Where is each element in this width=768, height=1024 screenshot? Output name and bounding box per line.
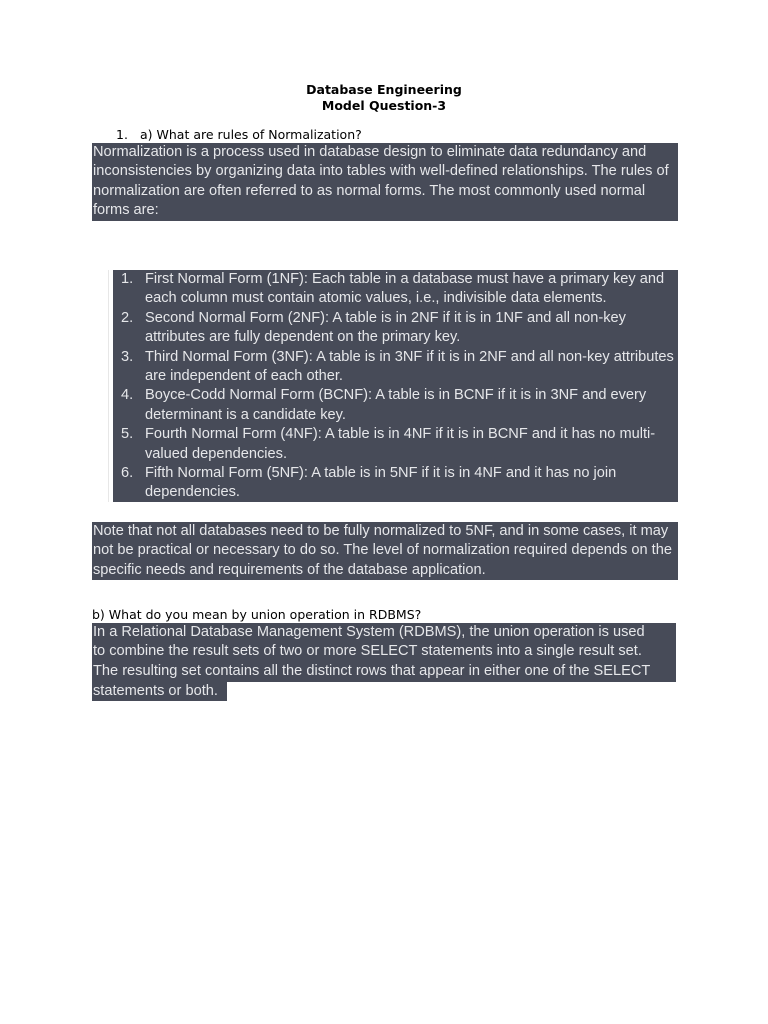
list-item-number: 5. bbox=[121, 426, 134, 443]
list-item bbox=[113, 309, 678, 348]
union-answer-block bbox=[92, 623, 676, 682]
list-item-text: Boyce-Codd Normal Form (BCNF): A table is in BCNF if it is in 3NF and every determinant is a candidate key. bbox=[145, 387, 647, 423]
list-item-number: 2. bbox=[121, 309, 134, 326]
question-1a: a) What are rules of Normalization? bbox=[140, 127, 362, 142]
list-left-rule bbox=[108, 270, 109, 502]
list-item bbox=[113, 386, 678, 425]
list-item-number: 6. bbox=[121, 465, 134, 482]
document-title: Database Engineering bbox=[306, 82, 462, 97]
list-item bbox=[113, 348, 678, 387]
list-item bbox=[113, 425, 678, 464]
note-block bbox=[92, 522, 678, 580]
union-answer-line: In a Relational Database Management System (RDBMS), the union operation is used bbox=[93, 624, 645, 640]
answer-intro-block bbox=[92, 143, 678, 221]
list-item-text: Third Normal Form (3NF): A table is in 3NF if it is in 2NF and all non-key attributes are independent of each other. bbox=[145, 348, 674, 385]
list-item-text: Fourth Normal Form (4NF): A table is in 4NF if it is in BCNF and it has no multi-valued dependencies. bbox=[145, 426, 656, 462]
document-subtitle: Model Question-3 bbox=[321, 98, 447, 113]
list-item-text: First Normal Form (1NF): Each table in a database must have a primary key and each column must contain atomic values, i.e., indivisible data elements. bbox=[145, 271, 665, 307]
normal-forms-list bbox=[113, 270, 678, 503]
list-item-number: 3. bbox=[121, 348, 134, 365]
question-1b: b) What do you mean by union operation in RDBMS? bbox=[92, 607, 422, 622]
list-item-number: 4. bbox=[121, 387, 134, 404]
question-number: 1. bbox=[116, 127, 128, 142]
list-item-number: 1. bbox=[121, 271, 134, 287]
answer-intro-text: Normalization is a process used in database design to eliminate data redundancy and inconsistencies by organizing data into tables with well-defined relationships. The rules of normalization are often referred to as normal forms. The most commonly used normal forms are: bbox=[93, 144, 669, 219]
list-item bbox=[113, 270, 678, 309]
list-item-text: Second Normal Form (2NF): A table is in 2NF if it is in 1NF and all non-key attributes are fully dependent on the primary key. bbox=[145, 309, 626, 346]
note-text: Note that not all databases need to be fully normalized to 5NF, and in some cases, it may not be practical or necessary to do so. The level of normalization required depends on the specific needs and requirements of the database application. bbox=[93, 523, 672, 578]
list-item-text: Fifth Normal Form (5NF): A table is in 5NF if it is in 4NF and it has no join dependencies. bbox=[145, 465, 617, 501]
union-answer-line: The resulting set contains all the distinct rows that appear in either one of the SELECT bbox=[93, 662, 651, 679]
union-answer-last-block bbox=[92, 682, 227, 701]
normal-forms-list-block bbox=[113, 270, 678, 502]
union-answer-last-line: statements or both. bbox=[93, 683, 218, 699]
list-item bbox=[113, 464, 678, 503]
union-answer-line: to combine the result sets of two or more SELECT statements into a single result set. bbox=[93, 643, 642, 660]
